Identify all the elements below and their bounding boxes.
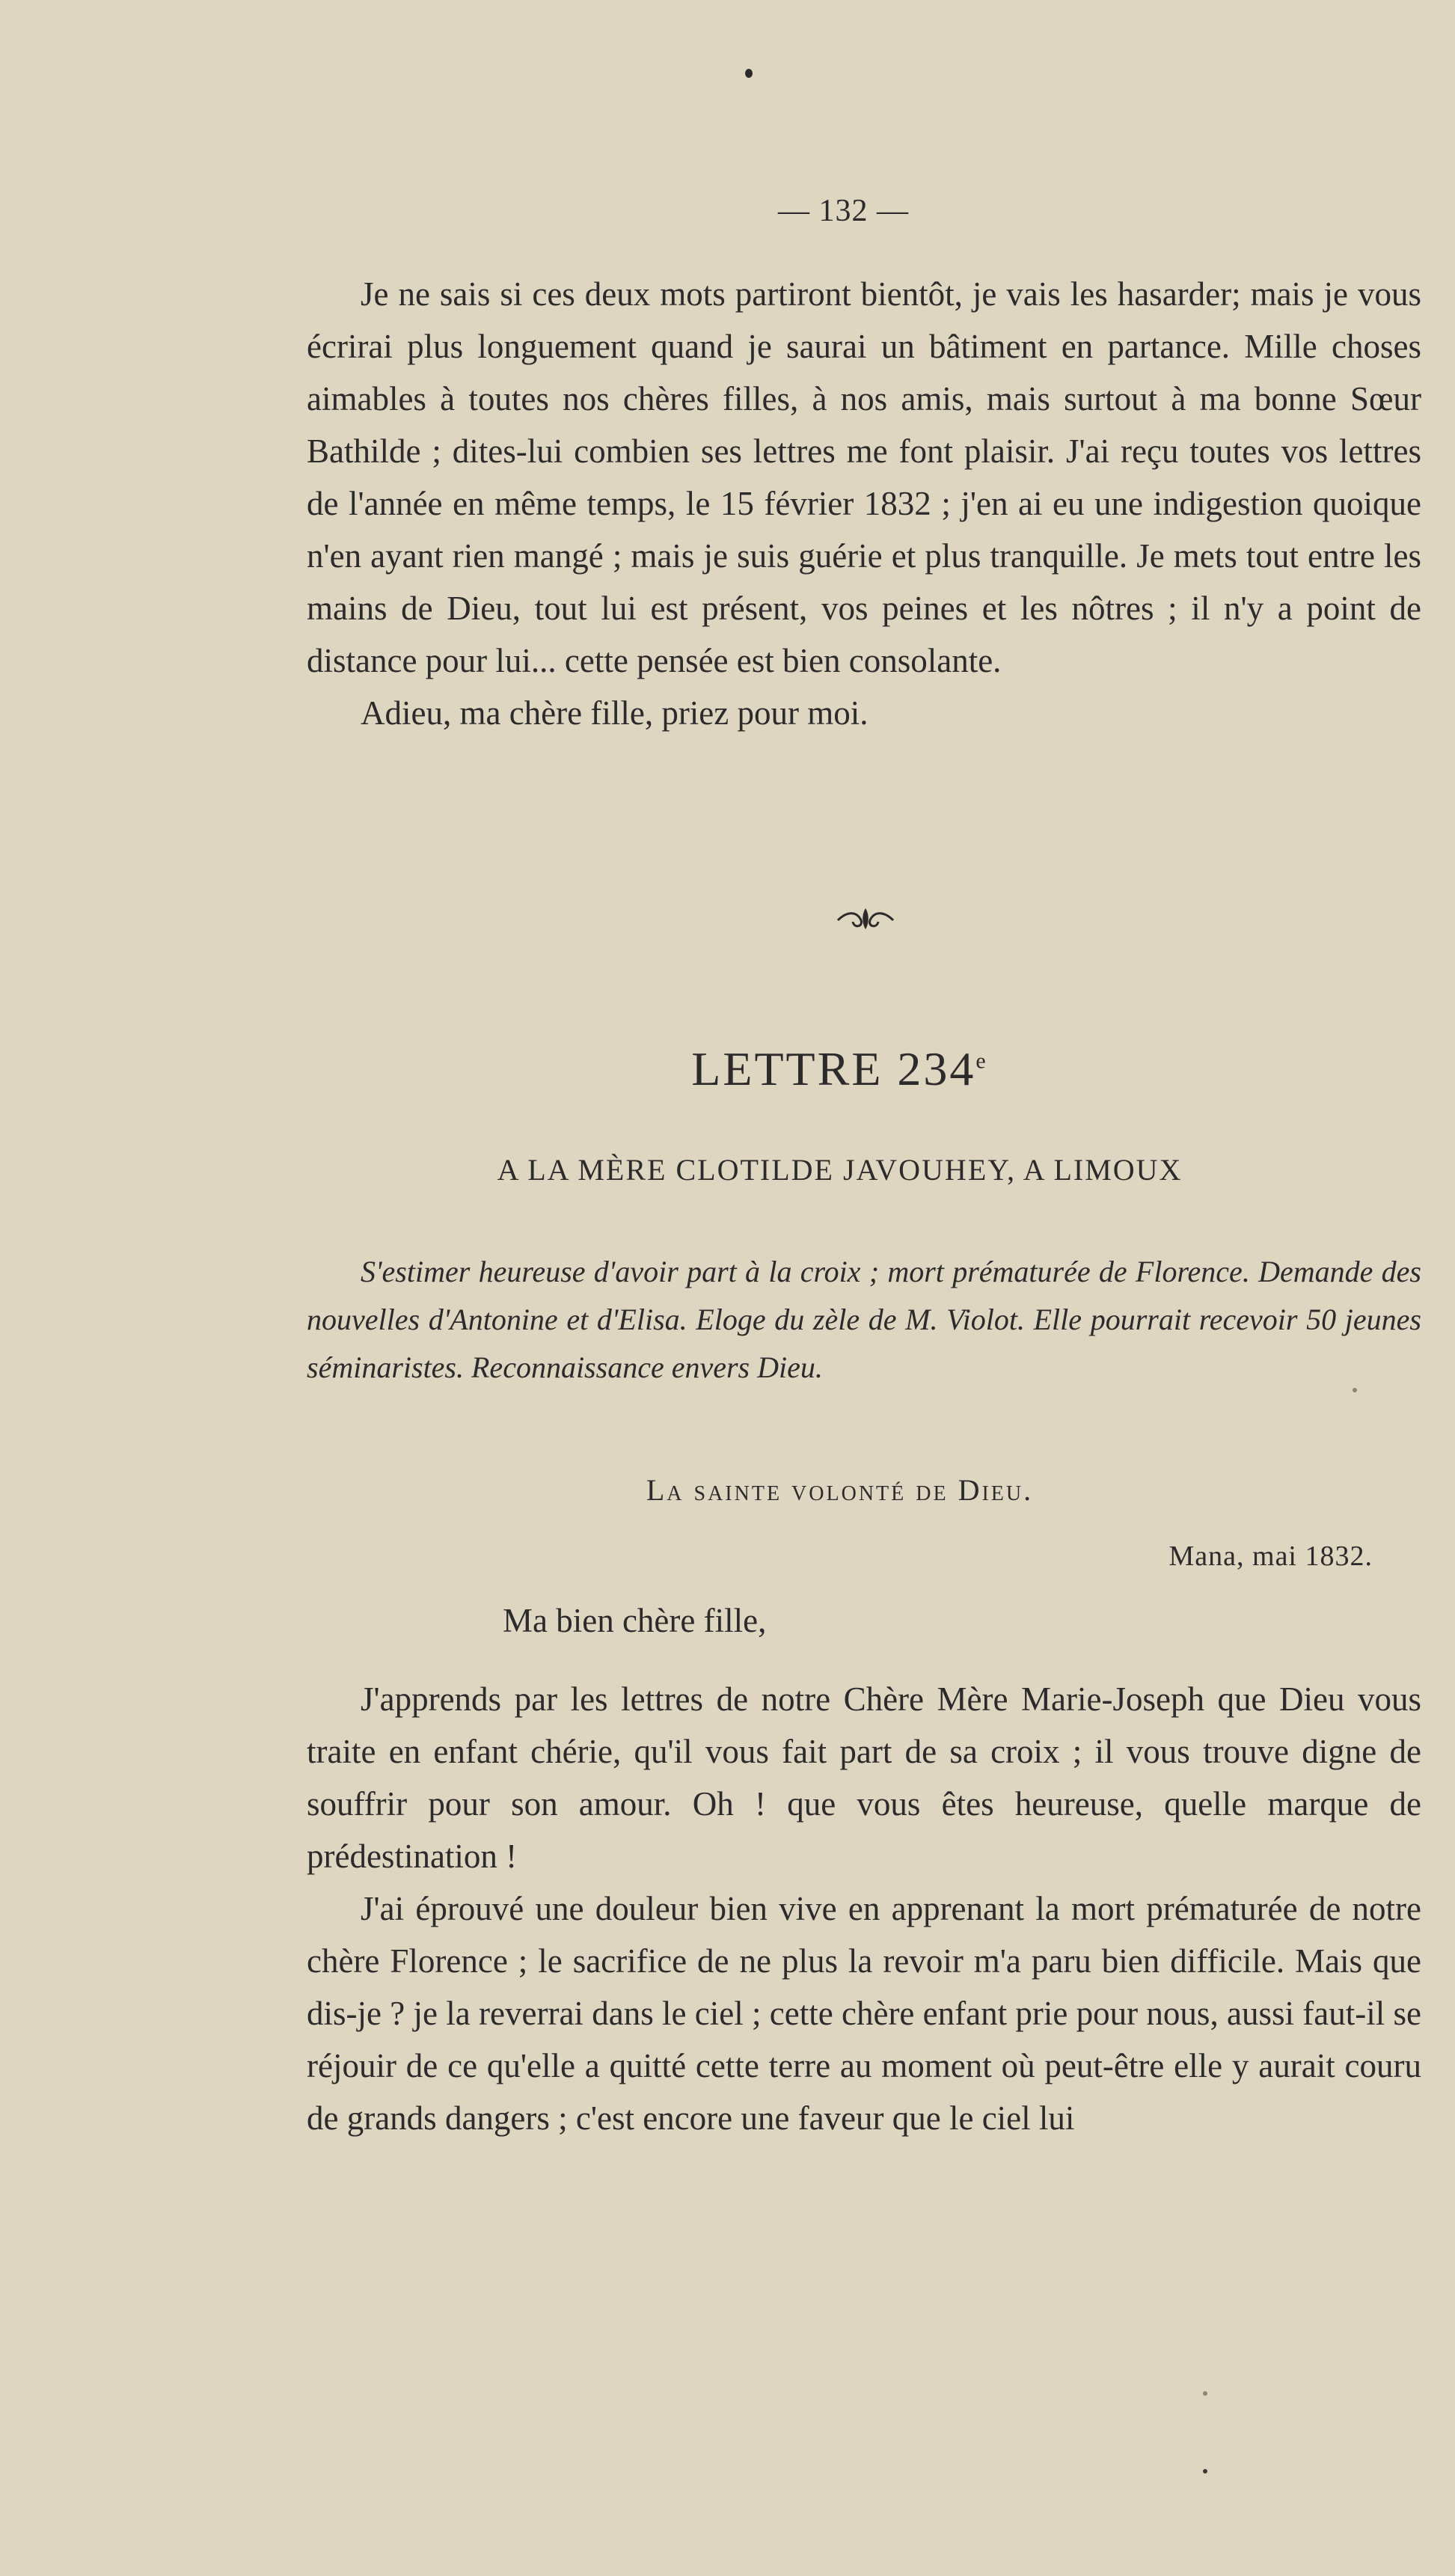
letter-body xyxy=(307,1673,1421,2144)
continuation-paragraph: Je ne sais si ces deux mots partiront bientôt, je vais les hasarder; mais je vous écrirai plus longuement quand je saurai un bâtiment en partance. Mille choses aimables à toutes nos chères filles, à nos amis, mais surtout à ma bonne Sœur Bathilde ; dites-lui combien ses lettres me font plaisir. J'ai reçu toutes vos lettres de l'année en même temps, le 15 février 1832 ; j'en ai eu une indigestion quoique n'en ayant rien mangé ; mais je suis guérie et plus tranquille. Je mets tout entre les mains de Dieu, tout lui est présent, vos peines et les nôtres ; il n'y a point de distance pour lui... cette pensée est bien consolante. xyxy=(307,275,1421,679)
letter-motto: La sainte volonté de Dieu. xyxy=(646,1473,1034,1507)
letter-title-text: LETTRE 234 xyxy=(691,1042,976,1095)
letter-title xyxy=(0,1041,1455,1097)
letter-paragraph: J'ai éprouvé une douleur bien vive en apprenant la mort prématurée de notre chère Florence ; le sacrifice de ne plus la revoir m'a paru bien difficile. Mais que dis-je ? je la reverrai dans le ciel ; cette chère enfant prie pour nous, aussi faut-il se réjouir de ce qu'elle a quitté cette terre au moment où peut-être elle y aurait couru de grands dangers ; c'est encore une faveur que le ciel lui xyxy=(307,1890,1421,2137)
ink-speck xyxy=(1203,2469,1207,2473)
fleuron-ornament-icon xyxy=(832,904,899,934)
continuation-text xyxy=(307,268,1421,739)
continuation-closing: Adieu, ma chère fille, priez pour moi. xyxy=(361,694,869,732)
letter-dateline: Mana, mai 1832. xyxy=(1168,1541,1373,1572)
letter-paragraph: J'apprends par les lettres de notre Chère Mère Marie-Joseph que Dieu vous traite en enfant chérie, qu'il vous fait part de sa croix ; il vous trouve digne de souffrir pour son amour. Oh ! que vous êtes heureuse, quelle marque de prédestination ! xyxy=(307,1680,1421,1875)
page-number: — 132 — xyxy=(778,194,909,228)
letter-summary: S'estimer heureuse d'avoir part à la croix ; mort prématurée de Florence. Demande des nouvelles d'Antonine et d'Elisa. Eloge du zèle de M. Violot. Elle pourrait recevoir 50 jeunes séminaristes. Reconnaissance envers Dieu. xyxy=(307,1255,1421,1384)
letter-title-superscript: e xyxy=(975,1048,988,1074)
ink-dot xyxy=(745,69,753,78)
letter-recipient: A LA MÈRE CLOTILDE JAVOUHEY, A LIMOUX xyxy=(497,1153,1183,1187)
ink-speck xyxy=(1203,2391,1207,2396)
letter-salutation: Ma bien chère fille, xyxy=(503,1602,767,1639)
